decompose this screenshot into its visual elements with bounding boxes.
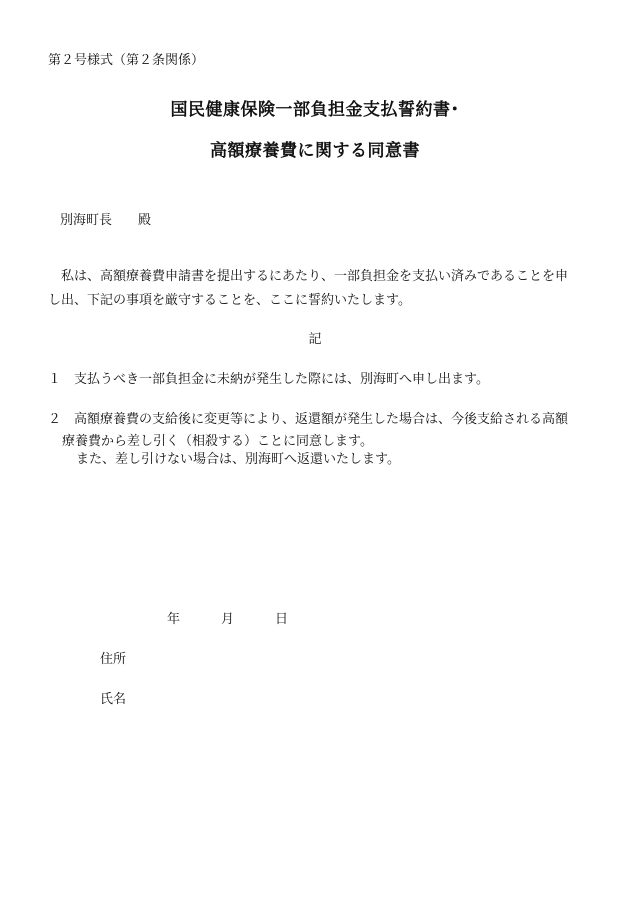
address-label: 住所	[100, 652, 127, 667]
item-number: １	[48, 372, 62, 387]
ki-heading: 記	[308, 332, 322, 347]
date-month-label: 月	[221, 612, 235, 627]
list-item	[48, 368, 489, 387]
item-text-continued: また、差し引けない場合は、別海町へ返還いたします。	[76, 452, 400, 467]
document-title-line2: 高額療養費に関する同意書	[210, 141, 420, 161]
pledge-line-2: し出、下記の事項を厳守することを、ここに誓約いたします。	[48, 293, 411, 308]
name-label: 氏名	[100, 692, 127, 707]
list-item	[48, 408, 568, 427]
pledge-line-1: 私は、高額療養費申請書を提出するにあたり、一部負担金を支払い済みであることを申	[48, 269, 569, 284]
form-number: 第２号様式（第２条関係）	[48, 53, 205, 68]
pledge-paragraph	[48, 265, 588, 313]
date-day-label: 日	[275, 612, 289, 627]
item-text: 高額療養費の支給後に変更等により、返還額が発生した場合は、今後支給される高額	[74, 412, 569, 427]
item-text: 支払うべき一部負担金に未納が発生した際には、別海町へ申し出ます。	[74, 372, 489, 387]
item-text-continued: 療養費から差し引く（相殺する）ことに同意します。	[62, 434, 373, 449]
date-year-label: 年	[167, 612, 181, 627]
addressee: 別海町長 殿	[60, 213, 152, 228]
document-title-line1: 国民健康保険一部負担金支払誓約書･	[170, 100, 460, 120]
item-number: ２	[48, 412, 62, 427]
